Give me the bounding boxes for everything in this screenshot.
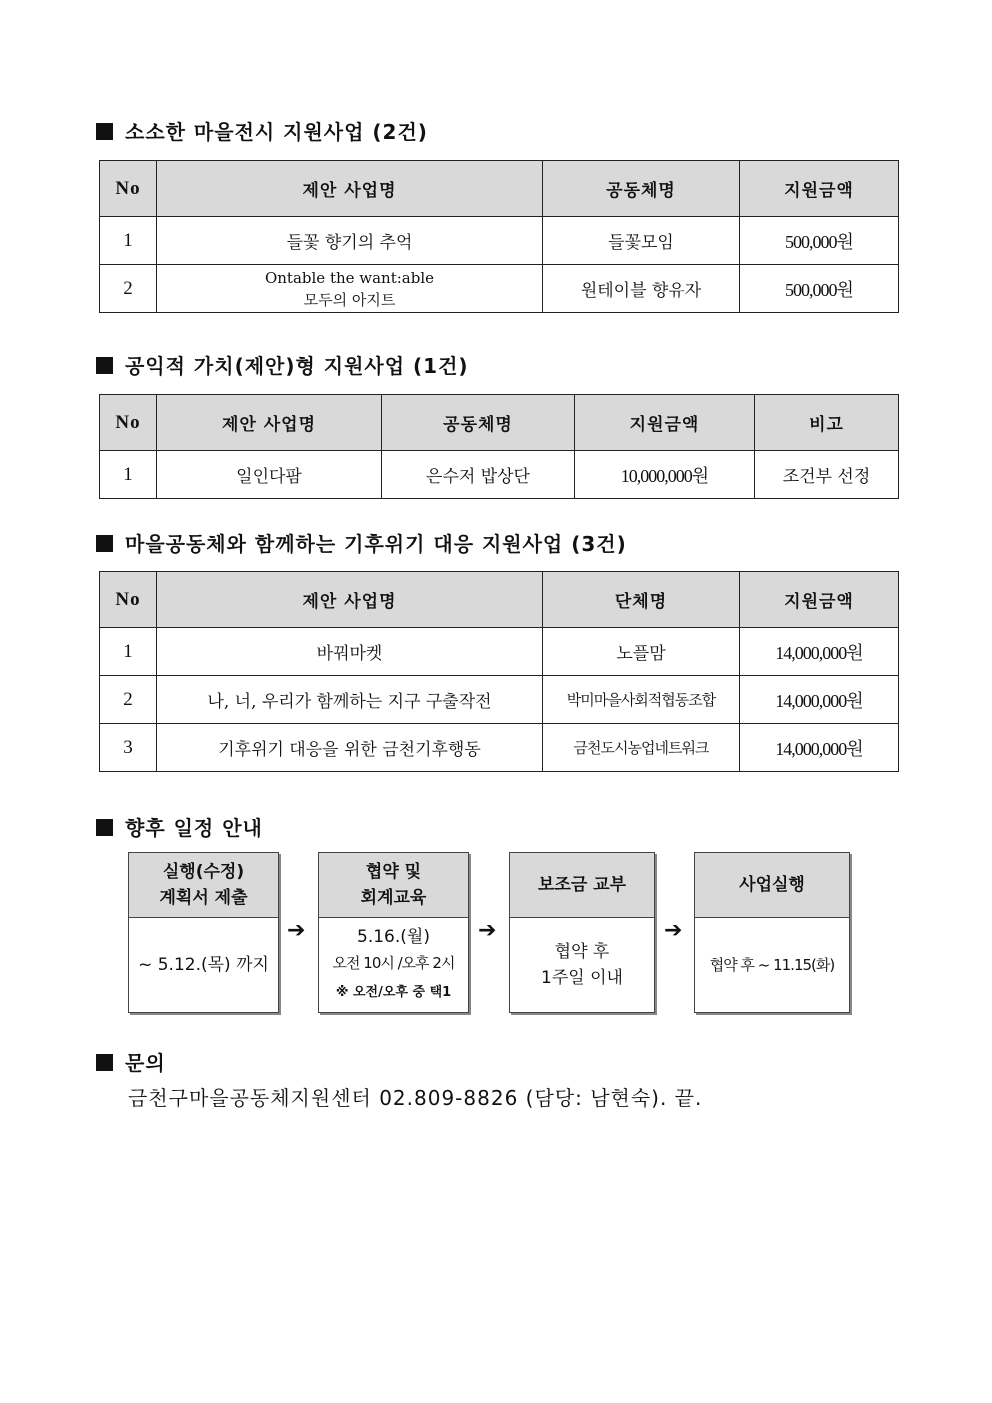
arrow-right-icon: ➔ — [478, 918, 497, 943]
header-name: 제안 사업명 — [157, 161, 543, 217]
step-title-line: 보조금 교부 — [537, 875, 627, 895]
row-org: 들꽃모임 — [543, 217, 740, 265]
section-1-title: 소소한 마을전시 지원사업 (2건) — [96, 116, 428, 145]
table-row — [100, 628, 899, 676]
table-header-row — [100, 161, 899, 217]
table-row — [100, 724, 899, 772]
row-name-line-1: Ontable the want:able — [264, 268, 435, 287]
row-amount: 500,000원 — [740, 265, 899, 313]
header-org: 단체명 — [543, 572, 740, 628]
schedule-step-2 — [318, 852, 469, 1013]
square-bullet-icon — [96, 123, 113, 140]
schedule-step-3 — [509, 852, 655, 1013]
row-no: 1 — [100, 451, 157, 499]
square-bullet-icon — [96, 535, 113, 552]
row-amount: 500,000원 — [740, 217, 899, 265]
step-body-line: 1주일 이내 — [541, 968, 623, 988]
row-org: 은수저 밥상단 — [382, 451, 575, 499]
step-title-line: 계획서 제출 — [159, 888, 248, 908]
step-body-line: 오전 10시 /오후 2시 — [332, 954, 455, 972]
row-name — [157, 265, 543, 313]
header-amount: 지원금액 — [740, 572, 899, 628]
row-no: 1 — [100, 217, 157, 265]
row-org: 원테이블 향유자 — [543, 265, 740, 313]
step-body-line: ~ 5.12.(목) 까지 — [138, 955, 269, 975]
row-amount: 10,000,000원 — [575, 451, 755, 499]
header-org: 공동체명 — [543, 161, 740, 217]
section-3-table — [99, 571, 899, 772]
row-amount: 14,000,000원 — [740, 628, 899, 676]
schedule-step-4 — [694, 852, 850, 1013]
table-header-row — [100, 572, 899, 628]
row-amount: 14,000,000원 — [740, 676, 899, 724]
step-title-line: 사업실행 — [739, 875, 805, 895]
header-note: 비고 — [755, 395, 899, 451]
row-name: 바꿔마켓 — [157, 628, 543, 676]
step-body-line: 5.16.(월) — [357, 927, 430, 947]
section-2-table — [99, 394, 899, 499]
row-name: 기후위기 대응을 위한 금천기후행동 — [157, 724, 543, 772]
square-bullet-icon — [96, 357, 113, 374]
section-3-title: 마을공동체와 함께하는 기후위기 대응 지원사업 (3건) — [96, 528, 627, 557]
table-header-row — [100, 395, 899, 451]
row-no: 2 — [100, 676, 157, 724]
table-row — [100, 265, 899, 313]
inquiry-title: 문의 — [96, 1047, 166, 1076]
step-body-line: 협약 후 — [554, 942, 610, 962]
table-row — [100, 451, 899, 499]
step-title-line: 협약 및 — [365, 862, 422, 882]
row-name: 일인다팜 — [157, 451, 382, 499]
step-title-line: 실행(수정) — [162, 862, 245, 882]
section-1-table — [99, 160, 899, 313]
step-title-line: 회계교육 — [360, 888, 427, 908]
row-org: 금천도시농업네트워크 — [543, 724, 740, 772]
arrow-right-icon: ➔ — [664, 918, 683, 943]
header-amount: 지원금액 — [575, 395, 755, 451]
row-name: 들꽃 향기의 추억 — [157, 217, 543, 265]
arrow-right-icon: ➔ — [287, 918, 306, 943]
header-no: No — [100, 395, 157, 451]
row-name-line-2: 모두의 아지트 — [303, 290, 396, 309]
header-org: 공동체명 — [382, 395, 575, 451]
step-note: ※ 오전/오후 중 택1 — [335, 985, 452, 1000]
header-amount: 지원금액 — [740, 161, 899, 217]
header-no: No — [100, 161, 157, 217]
section-2-title: 공익적 가치(제안)형 지원사업 (1건) — [96, 350, 469, 379]
header-name: 제안 사업명 — [157, 572, 543, 628]
row-no: 1 — [100, 628, 157, 676]
row-name: 나, 너, 우리가 함께하는 지구 구출작전 — [157, 676, 543, 724]
row-org: 박미마을사회적협동조합 — [543, 676, 740, 724]
inquiry-contact: 금천구마을공동체지원센터 02.809-8826 (담당: 남현숙). 끝. — [128, 1086, 703, 1110]
header-no: No — [100, 572, 157, 628]
square-bullet-icon — [96, 819, 113, 836]
row-amount: 14,000,000원 — [740, 724, 899, 772]
table-row — [100, 676, 899, 724]
schedule-step-1 — [128, 852, 279, 1013]
square-bullet-icon — [96, 1054, 113, 1071]
row-no: 3 — [100, 724, 157, 772]
header-name: 제안 사업명 — [157, 395, 382, 451]
row-no: 2 — [100, 265, 157, 313]
row-note: 조건부 선정 — [755, 451, 899, 499]
row-org: 노플맘 — [543, 628, 740, 676]
step-body-line: 협약 후 ~ 11.15(화) — [709, 956, 835, 974]
schedule-title: 향후 일정 안내 — [96, 812, 263, 841]
table-row — [100, 217, 899, 265]
